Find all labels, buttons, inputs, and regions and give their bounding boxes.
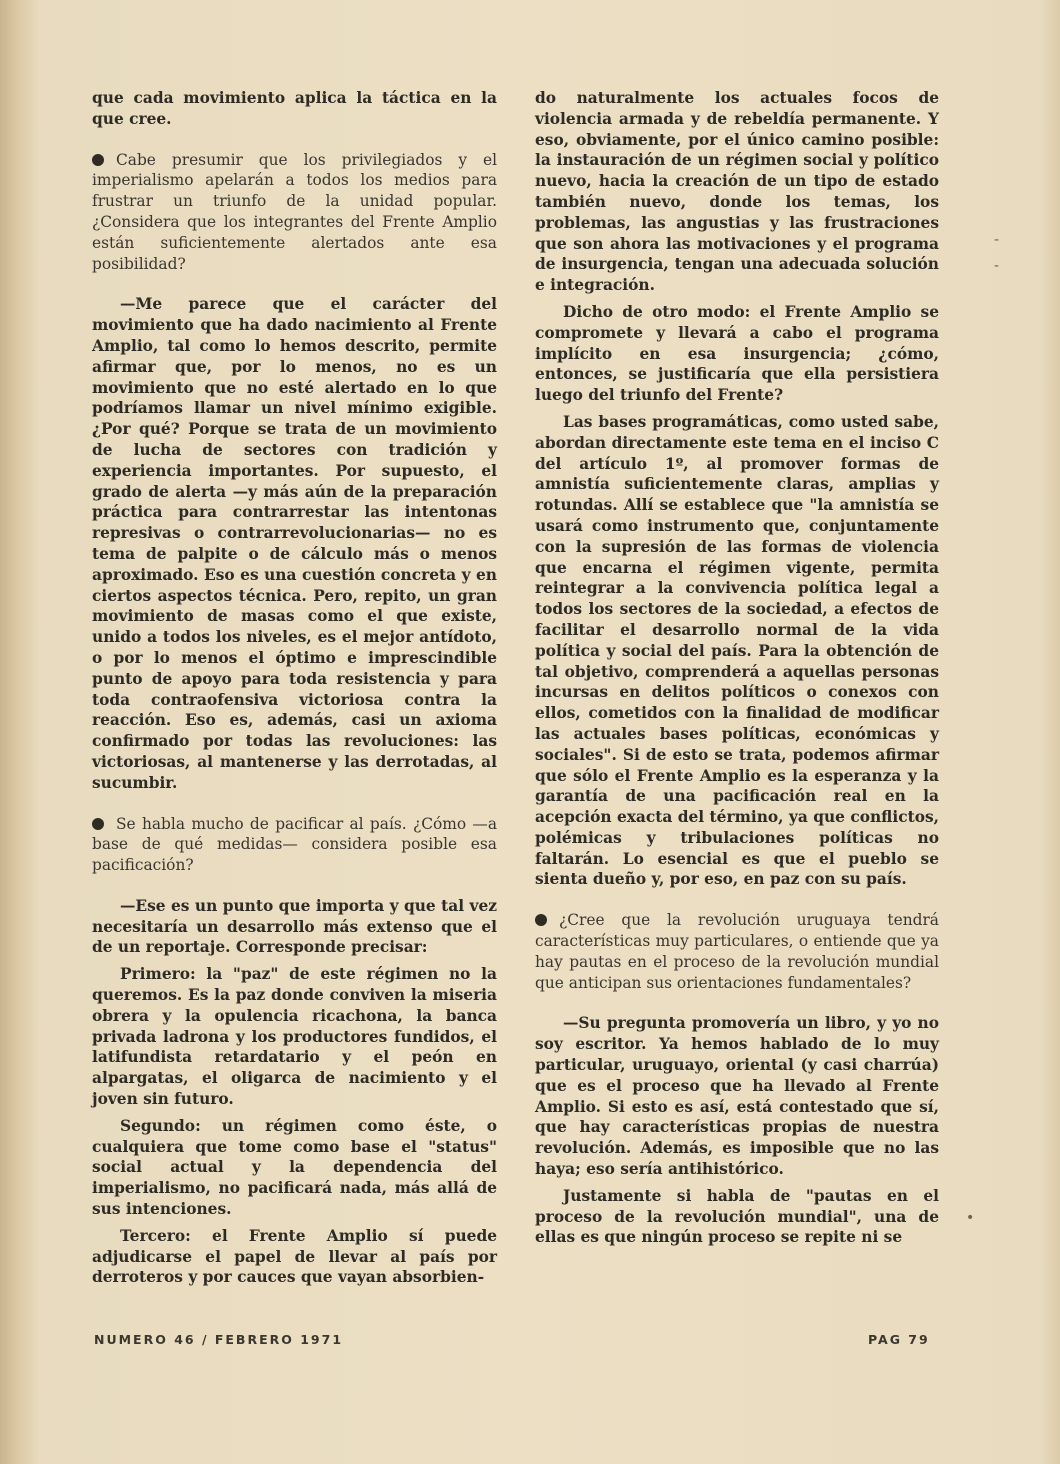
question-paragraph xyxy=(92,814,497,876)
bullet-dot-icon xyxy=(535,914,547,926)
answer-paragraph: Justamente si habla de "pautas en el proceso de la revolución mundial", una de ellas es que ningún proceso se repite ni se xyxy=(535,1186,939,1247)
page-number: PAG 79 xyxy=(868,1332,930,1347)
right-column xyxy=(535,88,939,1254)
answer-paragraph: —Ese es un punto que importa y que tal vez necesitaría un desarrollo más extenso que el de un reportaje. Corresponde precisar: xyxy=(92,896,497,957)
margin-mark: - xyxy=(994,258,1000,274)
issue-footer: NUMERO 46 / FEBRERO 1971 xyxy=(94,1332,344,1347)
bullet-dot-icon xyxy=(92,154,104,166)
answer-paragraph: do naturalmente los actuales focos de violencia armada y de rebeldía permanente. Y eso, obviamente, por el único camino posible: la instauración de un régimen social y político nuevo, hacia la creación de un tipo de estado también nuevo, donde los temas, los problemas, las angustias y las frustraciones que son ahora las motivaciones y el programa de insurgencia, tengan una adecuada solución e integración. xyxy=(535,89,939,295)
question-text: Se habla mucho de pacificar al país. ¿Cómo —a base de qué medidas— considera posible esa pacificación? xyxy=(92,814,497,875)
margin-mark: - xyxy=(994,232,1000,248)
answer-paragraph: Segundo: un régimen como éste, o cualquiera que tome como base el "status" social actual y la dependencia del imperialismo, no pacificará nada, más allá de sus intenciones. xyxy=(92,1116,497,1219)
answer-paragraph: Tercero: el Frente Amplio sí puede adjudicarse el papel de llevar al país por derroteros y por cauces que vayan absorbien- xyxy=(92,1226,497,1287)
left-column xyxy=(92,88,497,1294)
question-paragraph xyxy=(535,910,939,993)
question-text: Cabe presumir que los privilegiados y el imperialismo apelarán a todos los medios para frustrar un triunfo de la unidad popular. ¿Considera que los integrantes del Frente Amplio están suficientemente alertados ante esa posibilidad? xyxy=(92,150,497,273)
answer-paragraph: Primero: la "paz" de este régimen no la queremos. Es la paz donde conviven la miseria obrera y la opulencia ricachona, la banca privada ladrona y los productores fundidos, el latifundista retardatario y el peón en alpargatas, el oligarca de nacimiento y el joven sin futuro. xyxy=(92,965,497,1109)
answer-paragraph: que cada movimiento aplica la táctica en la que cree. xyxy=(92,89,497,128)
bullet-dot-icon xyxy=(92,818,104,830)
answer-paragraph: —Su pregunta promovería un libro, y yo no soy escritor. Ya hemos hablado de lo muy particular, uruguayo, oriental (y casi charrúa) que es el proceso que ha llevado al Frente Amplio. Si esto es así, está contestado que sí, que hay características propias de nuestra revolución. Además, es imposible que no las haya; eso sería antihistórico. xyxy=(535,1014,939,1179)
answer-paragraph: Las bases programáticas, como usted sabe, abordan directamente este tema en el inciso C del artículo 1º, al promover formas de amnistía suficientemente claras, amplias y rotundas. Allí se establece que "la amnistía se usará como instrumento que, conjuntamente con la supresión de las formas de violencia que encarna el régimen vigente, permita reintegrar a la convivencia política legal a todos los sectores de la sociedad, a efectos de facilitar el desarrollo normal de la vida política y social del país. Para la obtención de tal objetivo, comprenderá a aquellas personas incursas en delitos políticos o conexos con ellos, cometidos con la finalidad de modificar las actuales bases políticas, económicas y sociales". Si de esto se trata, podemos afirmar que sólo el Frente Amplio es la esperanza y la garantía de una pacificación real en la acepción exacta del término, ya que conflictos, polémicas y tribulaciones políticas no faltarán. Lo esencial es que el pueblo se sienta dueño y, por eso, en paz con su país. xyxy=(535,412,939,889)
answer-paragraph: Dicho de otro modo: el Frente Amplio se compromete y llevará a cabo el programa implícito en esa insurgencia; ¿cómo, entonces, se justificaría que ella persistiera luego del triunfo del Frente? xyxy=(535,302,939,405)
question-paragraph xyxy=(92,150,497,275)
margin-mark: • xyxy=(966,1210,975,1226)
question-text: ¿Cree que la revolución uruguaya tendrá características muy particulares, o entiende que ya hay pautas en el proceso de la revolución mundial que anticipan sus orientaciones fundamentales? xyxy=(535,911,939,992)
answer-paragraph: —Me parece que el carácter del movimiento que ha dado nacimiento al Frente Amplio, tal como lo hemos descrito, permite afirmar que, por lo menos, no es un movimiento que no esté alertado en lo que podríamos llamar un nivel mínimo exigible. ¿Por qué? Porque se trata de un movimiento de lucha de sectores con tradición y experiencia importantes. Por supuesto, el grado de alerta —y más aún de la preparación práctica para contrarrestar las intentonas represivas o contrarrevolucionarias— no es tema de palpite o de cálculo más o menos aproximado. Eso es una cuestión concreta y en ciertos aspectos técnica. Pero, repito, un gran movimiento de masas como el que existe, unido a todos los niveles, es el mejor antídoto, o por lo menos el óptimo e imprescindible punto de apoyo para toda resistencia y para toda contraofensiva victoriosa contra la reacción. Eso es, además, casi un axioma confirmado por todas las revoluciones: las victoriosas, al mantenerse y las derrotadas, al sucumbir. xyxy=(92,295,497,792)
